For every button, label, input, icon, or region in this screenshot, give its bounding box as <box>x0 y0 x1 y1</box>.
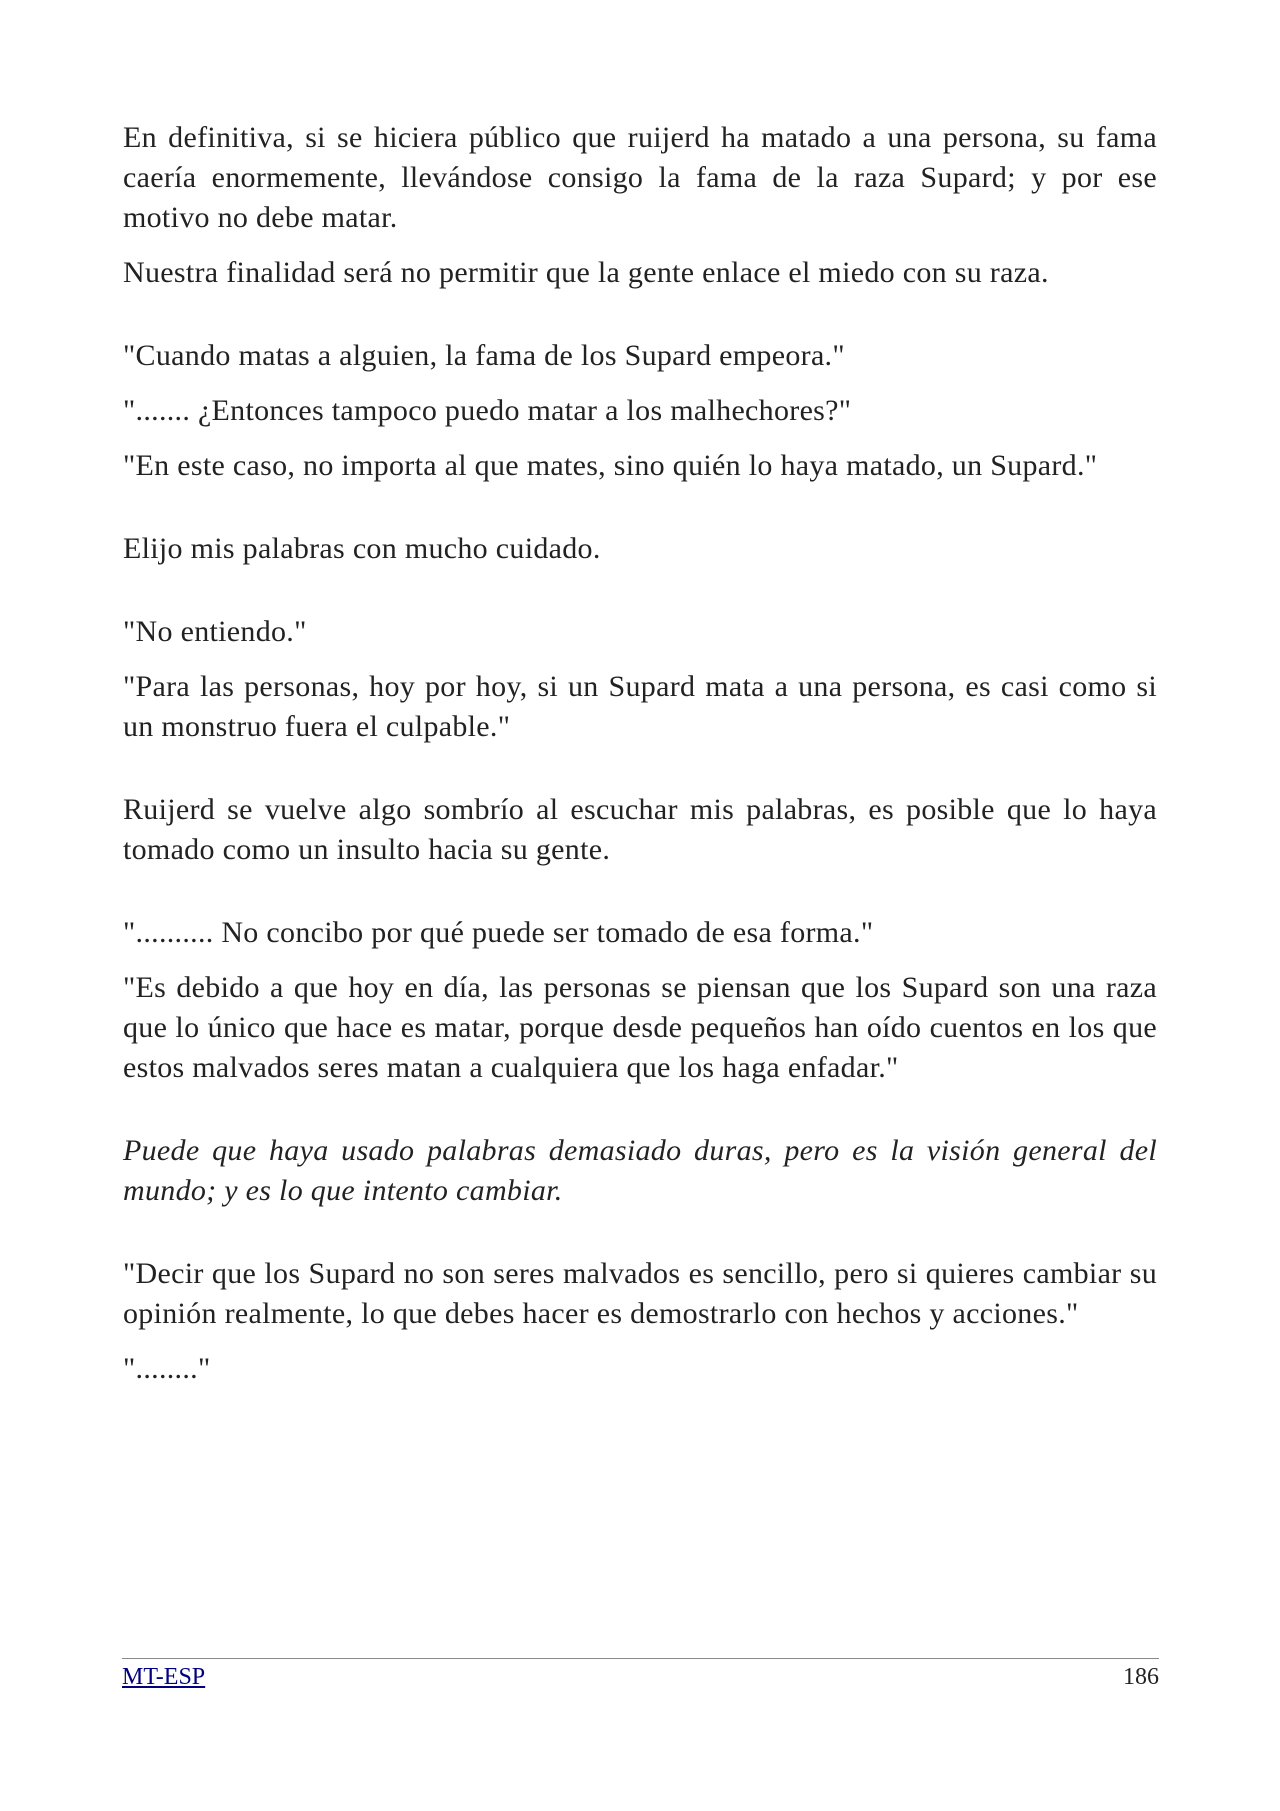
dialogue-7: "Es debido a que hoy en día, las personas se piensan que los Supard son una raza que lo único que hace es matar, porque desde pequeños han oído cuentos en los que estos malvados seres matan a cualquiera que los haga enfadar." <box>123 971 1157 1084</box>
dialogue-1: "Cuando matas a alguien, la fama de los Supard empeora." <box>123 339 845 372</box>
dialogue-9: "........" <box>123 1352 211 1385</box>
narration-italic: Puede que haya usado palabras demasiado duras, pero es la visión general del mundo; y es lo que intento cambiar. <box>123 1134 1157 1207</box>
document-body <box>123 118 1157 1389</box>
dialogue-8: "Decir que los Supard no son seres malvados es sencillo, pero si quieres cambiar su opinión realmente, lo que debes hacer es demostrarlo con hechos y acciones." <box>123 1257 1157 1330</box>
dialogue-6: ".......... No concibo por qué puede ser tomado de esa forma." <box>123 916 874 949</box>
dialogue-2: "....... ¿Entonces tampoco puedo matar a los malhechores?" <box>123 394 852 427</box>
page-footer <box>122 1658 1159 1692</box>
narration-2: Ruijerd se vuelve algo sombrío al escuchar mis palabras, es posible que lo haya tomado como un insulto hacia su gente. <box>123 793 1157 866</box>
footer-link[interactable]: MT-ESP <box>122 1664 206 1690</box>
page-number: 186 <box>1123 1664 1159 1690</box>
dialogue-5: "Para las personas, hoy por hoy, si un Supard mata a una persona, es casi como si un monstruo fuera el culpable." <box>123 670 1157 743</box>
narration-1: Elijo mis palabras con mucho cuidado. <box>123 532 601 565</box>
paragraph-2: Nuestra finalidad será no permitir que la gente enlace el miedo con su raza. <box>123 256 1049 289</box>
dialogue-4: "No entiendo." <box>123 615 307 648</box>
dialogue-3: "En este caso, no importa al que mates, sino quién lo haya matado, un Supard." <box>123 449 1098 482</box>
paragraph-1: En definitiva, si se hiciera público que ruijerd ha matado a una persona, su fama caería enormemente, llevándose consigo la fama de la raza Supard; y por ese motivo no debe matar. <box>123 121 1157 234</box>
